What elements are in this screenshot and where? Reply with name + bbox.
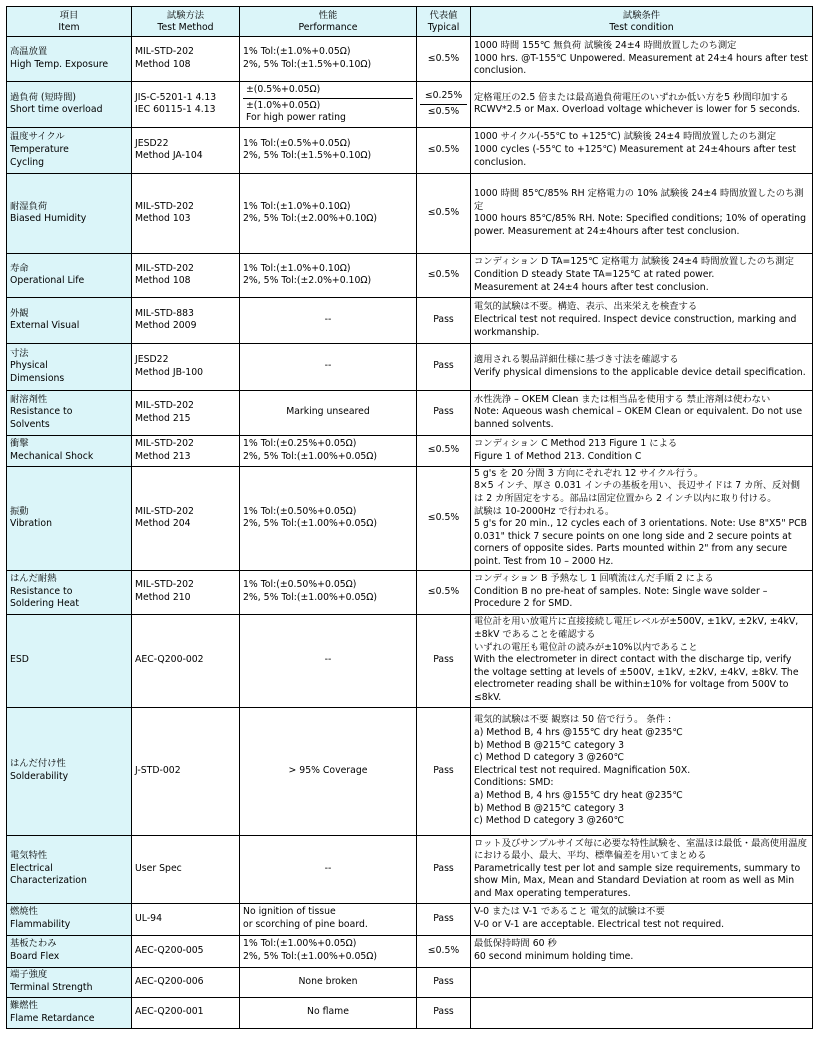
test-condition-cell-line: 5 g's for 20 min., 12 cycles each of 3 orientations. Note: Use 8"X5" PCB 0.031" thick 7 secure points on one long side and 2 secure points at corners of opposite sides. Parts mounted within 2" from any secure point. Test from 10 – 2000 Hz. bbox=[474, 518, 808, 567]
test-condition-cell bbox=[471, 127, 813, 173]
item-cell-line: Physical bbox=[10, 360, 48, 372]
item-cell bbox=[7, 173, 132, 253]
performance-cell bbox=[240, 127, 417, 173]
header-performance: 性能 Performance bbox=[240, 7, 417, 37]
typical-cell: ≤0.5% bbox=[417, 935, 471, 967]
item-cell-line: 燃焼性 bbox=[10, 906, 38, 918]
table-row bbox=[7, 390, 813, 435]
test-condition-cell bbox=[471, 935, 813, 967]
item-cell bbox=[7, 707, 132, 835]
item-cell-line: Dimensions bbox=[10, 373, 65, 385]
typical-standard: ≤0.25% bbox=[424, 90, 463, 102]
item-cell-line: Cycling bbox=[10, 156, 45, 168]
typical-cell: Pass bbox=[417, 343, 471, 390]
test-method-cell-line: MIL-STD-202 bbox=[135, 438, 194, 450]
test-condition-cell-line: Electrical test not required. Inspect device construction, marking and workmanship. bbox=[474, 313, 797, 338]
test-method-cell bbox=[132, 343, 240, 390]
performance-cell bbox=[240, 82, 417, 128]
test-method-cell bbox=[132, 466, 240, 570]
test-condition-cell-line: 60 second minimum holding time. bbox=[474, 951, 634, 963]
test-method-cell bbox=[132, 173, 240, 253]
test-spec-sheet bbox=[6, 6, 812, 1029]
test-method-cell-line: User Spec bbox=[135, 862, 182, 874]
performance-cell-line: 2%, 5% Tol:(±1.00%+0.05Ω) bbox=[243, 518, 378, 530]
item-cell-line: Operational Life bbox=[10, 275, 85, 287]
test-condition-cell-line: 電気的試験は不要 観察は 50 倍で行う。 条件 : bbox=[474, 714, 672, 726]
performance-cell bbox=[240, 997, 417, 1028]
item-cell-line: Temperature bbox=[10, 143, 69, 155]
item-cell-line: 難燃性 bbox=[10, 999, 38, 1011]
performance-cell bbox=[240, 37, 417, 82]
test-method-cell-line: MIL-STD-883 bbox=[135, 307, 194, 319]
performance-cell bbox=[240, 253, 417, 297]
test-condition-cell-line: Electrical test not required. Magnification 50X. bbox=[474, 764, 691, 776]
item-cell bbox=[7, 253, 132, 297]
table-row bbox=[7, 935, 813, 967]
table-row bbox=[7, 466, 813, 570]
item-cell bbox=[7, 343, 132, 390]
performance-cell bbox=[240, 903, 417, 935]
test-condition-cell-line: 水性洗浄 – OKEM Clean または相当品を使用する 禁止溶剤は使わない bbox=[474, 393, 771, 405]
performance-cell-line: 2%, 5% Tol:(±2.0%+0.10Ω) bbox=[243, 275, 372, 287]
table-row bbox=[7, 253, 813, 297]
performance-cell-line: -- bbox=[324, 654, 332, 666]
test-method-cell-line: UL-94 bbox=[135, 912, 163, 924]
test-condition-cell-line: Figure 1 of Method 213. Condition C bbox=[474, 450, 642, 462]
table-row bbox=[7, 127, 813, 173]
item-cell-line: High Temp. Exposure bbox=[10, 59, 109, 70]
typical-cell: ≤0.5% bbox=[417, 127, 471, 173]
performance-cell bbox=[240, 935, 417, 967]
test-method-cell bbox=[132, 570, 240, 614]
test-condition-cell bbox=[471, 903, 813, 935]
test-method-cell bbox=[132, 297, 240, 343]
item-cell bbox=[7, 127, 132, 173]
test-method-cell bbox=[132, 997, 240, 1028]
test-condition-cell bbox=[471, 343, 813, 390]
test-condition-cell-line: コンディション B 予熱なし 1 回噴流はんだ手順 2 による bbox=[474, 573, 714, 585]
test-method-cell-line: J-STD-002 bbox=[135, 764, 181, 776]
performance-cell bbox=[240, 614, 417, 707]
test-method-cell-line: MIL-STD-202 bbox=[135, 46, 194, 58]
table-row bbox=[7, 614, 813, 707]
test-condition-cell bbox=[471, 997, 813, 1028]
item-cell-line: 外観 bbox=[10, 307, 29, 319]
test-condition-cell-line: 1000 時間 155℃ 無負荷 試験後 24±4 時間放置したのち測定 bbox=[474, 40, 737, 52]
item-cell-line: ESD bbox=[10, 654, 29, 666]
performance-cell-line: 1% Tol:(±1.0%+0.10Ω) bbox=[243, 262, 351, 274]
test-condition-cell bbox=[471, 173, 813, 253]
test-condition-cell-line: コンディション C Method 213 Figure 1 による bbox=[474, 438, 678, 450]
item-cell bbox=[7, 390, 132, 435]
test-method-cell-line: JIS-C-5201-1 4.13 bbox=[135, 91, 217, 103]
item-cell bbox=[7, 570, 132, 614]
test-condition-cell-line: V-0 or V-1 are acceptable. Electrical test not required. bbox=[474, 919, 725, 931]
test-condition-cell bbox=[471, 570, 813, 614]
item-cell bbox=[7, 82, 132, 128]
typical-cell: Pass bbox=[417, 390, 471, 435]
item-cell-line: 高温放置 bbox=[10, 46, 48, 58]
test-condition-cell-line: 1000 hrs. @T-155℃ Unpowered. Measurement at 24±4 hours after test conclusion. bbox=[474, 52, 808, 77]
item-cell-line: Biased Humidity bbox=[10, 213, 87, 225]
item-cell-line: 耐湿負荷 bbox=[10, 200, 48, 212]
test-condition-cell-line: b) Method B @215℃ category 3 bbox=[474, 739, 625, 751]
performance-standard: ±(0.5%+0.05Ω) bbox=[246, 84, 321, 95]
table-row bbox=[7, 835, 813, 903]
typical-cell: Pass bbox=[417, 967, 471, 997]
performance-cell bbox=[240, 173, 417, 253]
performance-cell bbox=[240, 435, 417, 466]
item-cell bbox=[7, 935, 132, 967]
item-cell-line: 端子強度 bbox=[10, 969, 48, 981]
item-cell bbox=[7, 967, 132, 997]
test-condition-cell-line: Measurement at 24±4 hours after test conclusion. bbox=[474, 281, 709, 293]
item-cell-line: Terminal Strength bbox=[10, 982, 93, 994]
test-method-cell-line: Method 2009 bbox=[135, 320, 197, 332]
test-condition-cell-line: 1000 サイクル(-55℃ to +125℃) 試験後 24±4 時間放置したのち測定 bbox=[474, 131, 777, 143]
table-row bbox=[7, 343, 813, 390]
test-condition-cell-line: With the electrometer in direct contact with the discharge tip, verify the voltage setting at levels of ±500V, ±1kV, ±2kV, ±4kV, ±8kV. The electrometer reading shall be within±10% for voltage from 500V to ≤8kV. bbox=[474, 654, 799, 704]
item-cell-line: 衝撃 bbox=[10, 438, 29, 450]
test-method-cell bbox=[132, 37, 240, 82]
test-method-cell-line: MIL-STD-202 bbox=[135, 262, 194, 274]
test-method-cell bbox=[132, 935, 240, 967]
test-method-cell-line: Method 204 bbox=[135, 518, 191, 530]
performance-cell bbox=[240, 570, 417, 614]
performance-cell-line: No ignition of tissue bbox=[243, 906, 336, 918]
performance-cell bbox=[240, 967, 417, 997]
test-condition-cell-line: 電気的試験は不要。構造、表示、出来栄えを検査する bbox=[474, 301, 698, 313]
table-row bbox=[7, 967, 813, 997]
test-method-cell bbox=[132, 903, 240, 935]
performance-high-power: ±(1.0%+0.05Ω) For high power rating bbox=[243, 98, 413, 126]
test-condition-cell bbox=[471, 390, 813, 435]
table-row bbox=[7, 435, 813, 466]
test-method-cell-line: Method 215 bbox=[135, 412, 191, 424]
test-method-cell-line: IEC 60115-1 4.13 bbox=[135, 104, 216, 116]
item-cell bbox=[7, 997, 132, 1028]
item-cell-line: 基板たわみ bbox=[10, 938, 57, 950]
performance-cell-line: Marking unseared bbox=[286, 406, 370, 418]
table-row bbox=[7, 570, 813, 614]
test-condition-cell-line: 1000 cycles (-55℃ to +125℃) Measurement at 24±4hours after test conclusion. bbox=[474, 143, 797, 168]
table-row bbox=[7, 297, 813, 343]
item-cell-line: External Visual bbox=[10, 320, 80, 332]
item-cell-line: Soldering Heat bbox=[10, 598, 80, 610]
test-method-cell-line: Method 210 bbox=[135, 592, 191, 604]
test-condition-cell bbox=[471, 707, 813, 835]
test-method-cell-line: MIL-STD-202 bbox=[135, 200, 194, 212]
performance-cell-line: 1% Tol:(±1.00%+0.05Ω) bbox=[243, 938, 357, 950]
typical-cell: ≤0.5% bbox=[417, 570, 471, 614]
item-cell-line: Flammability bbox=[10, 919, 71, 931]
test-condition-cell bbox=[471, 435, 813, 466]
performance-cell-line: 2%, 5% Tol:(±1.00%+0.05Ω) bbox=[243, 951, 378, 963]
performance-cell-line: 2%, 5% Tol:(±1.5%+0.10Ω) bbox=[243, 150, 372, 162]
performance-cell bbox=[240, 343, 417, 390]
performance-cell-line: None broken bbox=[298, 975, 358, 987]
test-condition-cell bbox=[471, 835, 813, 903]
test-condition-cell-line: 試験は 10-2000Hz で行われる。 bbox=[474, 505, 615, 517]
item-cell-line: 寿命 bbox=[10, 262, 29, 274]
performance-cell-line: 2%, 5% Tol:(±1.00%+0.05Ω) bbox=[243, 450, 378, 462]
performance-cell-line: 1% Tol:(±1.0%+0.05Ω) bbox=[243, 46, 351, 58]
header-test-method: 試験方法 Test Method bbox=[132, 7, 240, 37]
item-cell bbox=[7, 835, 132, 903]
test-method-cell-line: Method JB-100 bbox=[135, 366, 204, 378]
header-test-condition: 試験条件 Test condition bbox=[471, 7, 813, 37]
test-condition-cell-line: Conditions: SMD: bbox=[474, 777, 554, 789]
test-method-cell-line: MIL-STD-202 bbox=[135, 579, 194, 591]
item-cell-line: Vibration bbox=[10, 518, 52, 530]
test-method-cell bbox=[132, 390, 240, 435]
test-condition-cell-line: 1000 hours 85℃/85% RH. Note: Specified conditions; 10% of operating power. Measurement at 24±4hours after test conclusion. bbox=[474, 213, 806, 237]
performance-cell-line: -- bbox=[324, 313, 332, 325]
test-condition-cell bbox=[471, 297, 813, 343]
header-row bbox=[7, 7, 813, 37]
test-condition-cell bbox=[471, 82, 813, 128]
item-cell-line: Flame Retardance bbox=[10, 1012, 95, 1024]
performance-cell-line: 1% Tol:(±0.25%+0.05Ω) bbox=[243, 438, 357, 450]
item-cell-line: Resistance to bbox=[10, 585, 73, 597]
test-method-cell-line: JESD22 bbox=[135, 354, 169, 366]
test-condition-cell-line: Condition B no pre-heat of samples. Note: Single wave solder – Procedure 2 for SMD. bbox=[474, 585, 768, 610]
test-method-cell-line: Method 108 bbox=[135, 59, 191, 70]
item-cell-line: Short time overload bbox=[10, 104, 103, 116]
test-condition-cell-line: 5 g's を 20 分間 3 方向にそれぞれ 12 サイクル行う。 bbox=[474, 467, 704, 479]
test-condition-cell-line: 電位計を用い放電片に直接接続し電圧レベルが±500V, ±1kV, ±2kV, ±4kV, ±8kV であることを確認する bbox=[474, 616, 799, 641]
test-condition-cell-line: a) Method B, 4 hrs @155℃ dry heat @235℃ bbox=[474, 789, 683, 801]
typical-cell: ≤0.5% bbox=[417, 173, 471, 253]
test-method-cell-line: AEC-Q200-005 bbox=[135, 944, 204, 956]
test-condition-cell bbox=[471, 967, 813, 997]
item-cell bbox=[7, 903, 132, 935]
test-method-cell bbox=[132, 435, 240, 466]
performance-cell-line: 1% Tol:(±0.50%+0.05Ω) bbox=[243, 579, 357, 591]
performance-cell-line: -- bbox=[324, 862, 332, 874]
typical-cell: Pass bbox=[417, 614, 471, 707]
test-condition-cell bbox=[471, 37, 813, 82]
item-cell-line: 過負荷 (短時間) bbox=[10, 91, 76, 103]
item-cell-line: Electrical bbox=[10, 862, 53, 874]
performance-cell bbox=[240, 466, 417, 570]
test-method-cell-line: Method 108 bbox=[135, 275, 191, 287]
table-row bbox=[7, 173, 813, 253]
test-method-cell-line: Method 103 bbox=[135, 213, 191, 225]
test-condition-cell-line: 1000 時間 85℃/85% RH 定格電力の 10% 試験後 24±4 時間放置したのち測定 bbox=[474, 188, 804, 212]
item-cell-line: Solderability bbox=[10, 771, 69, 783]
typical-cell bbox=[417, 82, 471, 128]
test-condition-cell-line: a) Method B, 4 hrs @155℃ dry heat @235℃ bbox=[474, 726, 683, 738]
item-cell bbox=[7, 37, 132, 82]
test-condition-cell-line: V-0 または V-1 であること 電気的試験は不要 bbox=[474, 906, 665, 918]
table-row bbox=[7, 997, 813, 1028]
item-cell bbox=[7, 466, 132, 570]
test-method-cell-line: JESD22 bbox=[135, 137, 169, 149]
test-condition-cell-line: Note: Aqueous wash chemical – OKEM Clean or equivalent. Do not use banned solvents. bbox=[474, 406, 803, 431]
performance-cell-line: or scorching of pine board. bbox=[243, 919, 368, 931]
performance-cell-line: 2%, 5% Tol:(±1.5%+0.10Ω) bbox=[243, 59, 372, 70]
item-cell bbox=[7, 614, 132, 707]
item-cell-line: はんだ付け性 bbox=[10, 758, 66, 770]
performance-cell bbox=[240, 297, 417, 343]
test-method-cell-line: Method 213 bbox=[135, 450, 191, 462]
test-condition-cell-line: c) Method D category 3 @260℃ bbox=[474, 815, 625, 827]
header-typical: 代表値 Typical bbox=[417, 7, 471, 37]
typical-cell: Pass bbox=[417, 835, 471, 903]
test-method-cell bbox=[132, 253, 240, 297]
item-cell-line: 温度サイクル bbox=[10, 131, 65, 143]
performance-cell bbox=[240, 835, 417, 903]
test-condition-cell-line: コンディション D TA=125℃ 定格電力 試験後 24±4 時間放置したのち測定 bbox=[474, 256, 794, 268]
test-condition-cell-line: 適用される製品詳細仕様に基づき寸法を確認する bbox=[474, 354, 679, 366]
performance-cell-line: > 95% Coverage bbox=[288, 764, 368, 776]
performance-cell bbox=[240, 707, 417, 835]
test-condition-cell-line: Condition D steady State TA=125℃ at rated power. bbox=[474, 268, 715, 280]
test-method-cell bbox=[132, 707, 240, 835]
test-condition-cell-line: Verify physical dimensions to the applicable device detail specification. bbox=[474, 366, 806, 378]
test-condition-cell bbox=[471, 253, 813, 297]
item-cell bbox=[7, 435, 132, 466]
item-cell-line: Board Flex bbox=[10, 951, 60, 963]
test-condition-cell-line: 定格電圧の2.5 倍または最高過負荷電圧のいずれか低い方を5 秒間印加する bbox=[474, 91, 789, 103]
item-cell-line: 寸法 bbox=[10, 347, 29, 359]
reliability-test-table bbox=[6, 6, 813, 1029]
test-condition-cell-line: b) Method B @215℃ category 3 bbox=[474, 802, 625, 814]
test-condition-cell-line: いずれの電圧も電位計の読みが±10%以内であること bbox=[474, 641, 698, 653]
typical-cell: Pass bbox=[417, 297, 471, 343]
test-method-cell-line: AEC-Q200-002 bbox=[135, 654, 204, 666]
item-cell bbox=[7, 297, 132, 343]
item-cell-line: Resistance to bbox=[10, 406, 73, 418]
test-condition-cell-line: ロット及びサンプルサイズ毎に必要な特性試験を、室温ほは最低・最高使用温度における最小、最大、平均、標準偏差を用いてまとめる bbox=[474, 837, 807, 862]
performance-cell-line: No flame bbox=[307, 1006, 349, 1018]
item-cell-line: Solvents bbox=[10, 419, 50, 431]
test-method-cell-line: AEC-Q200-001 bbox=[135, 1006, 204, 1018]
test-method-cell-line: MIL-STD-202 bbox=[135, 505, 194, 517]
test-condition-cell-line: 最低保持時間 60 秒 bbox=[474, 938, 557, 950]
typical-cell: ≤0.5% bbox=[417, 253, 471, 297]
test-condition-cell-line: c) Method D category 3 @260℃ bbox=[474, 752, 625, 764]
table-row bbox=[7, 37, 813, 82]
typical-cell: Pass bbox=[417, 707, 471, 835]
table-row bbox=[7, 707, 813, 835]
performance-cell-line: 2%, 5% Tol:(±2.00%+0.10Ω) bbox=[243, 213, 378, 225]
test-method-cell-line: MIL-STD-202 bbox=[135, 400, 194, 412]
test-condition-cell-line: 8×5 インチ、厚さ 0.031 インチの基板を用い、長辺サイドは 7 カ所、反対側は 2 カ所固定をする。部品は固定位置から 2 インチ以内に取り付ける。 bbox=[474, 480, 800, 504]
performance-cell-line: 1% Tol:(±0.5%+0.05Ω) bbox=[243, 137, 351, 149]
test-method-cell bbox=[132, 614, 240, 707]
performance-cell-line: 1% Tol:(±1.0%+0.10Ω) bbox=[243, 200, 351, 212]
test-method-cell bbox=[132, 967, 240, 997]
test-method-cell-line: Method JA-104 bbox=[135, 150, 203, 162]
item-cell-line: Mechanical Shock bbox=[10, 450, 94, 462]
performance-cell-line: 2%, 5% Tol:(±1.00%+0.05Ω) bbox=[243, 592, 378, 604]
item-cell-line: 電気特性 bbox=[10, 850, 48, 862]
typical-cell: ≤0.5% bbox=[417, 435, 471, 466]
header-item: 項目 Item bbox=[7, 7, 132, 37]
test-method-cell bbox=[132, 127, 240, 173]
test-condition-cell bbox=[471, 614, 813, 707]
item-cell-line: 耐溶剤性 bbox=[10, 393, 48, 405]
performance-cell bbox=[240, 390, 417, 435]
test-method-cell-line: AEC-Q200-006 bbox=[135, 975, 204, 987]
performance-cell-line: -- bbox=[324, 360, 332, 372]
test-method-cell bbox=[132, 835, 240, 903]
typical-high-power: ≤0.5% bbox=[420, 104, 467, 120]
typical-cell: Pass bbox=[417, 903, 471, 935]
test-condition-cell bbox=[471, 466, 813, 570]
item-cell-line: 振動 bbox=[10, 505, 29, 517]
typical-cell: Pass bbox=[417, 997, 471, 1028]
typical-cell: ≤0.5% bbox=[417, 466, 471, 570]
item-cell-line: Characterization bbox=[10, 875, 87, 887]
item-cell-line: はんだ耐熱 bbox=[10, 573, 57, 585]
typical-cell: ≤0.5% bbox=[417, 37, 471, 82]
table-row bbox=[7, 903, 813, 935]
table-row bbox=[7, 82, 813, 128]
test-condition-cell-line: RCWV*2.5 or Max. Overload voltage whichever is lower for 5 seconds. bbox=[474, 104, 801, 116]
performance-cell-line: 1% Tol:(±0.50%+0.05Ω) bbox=[243, 505, 357, 517]
test-method-cell bbox=[132, 82, 240, 128]
test-condition-cell-line: Parametrically test per lot and sample size requirements, summary to show Min, Max, Mean and Standard Deviation at room as well as Min and Max operating temperatures. bbox=[474, 862, 801, 899]
